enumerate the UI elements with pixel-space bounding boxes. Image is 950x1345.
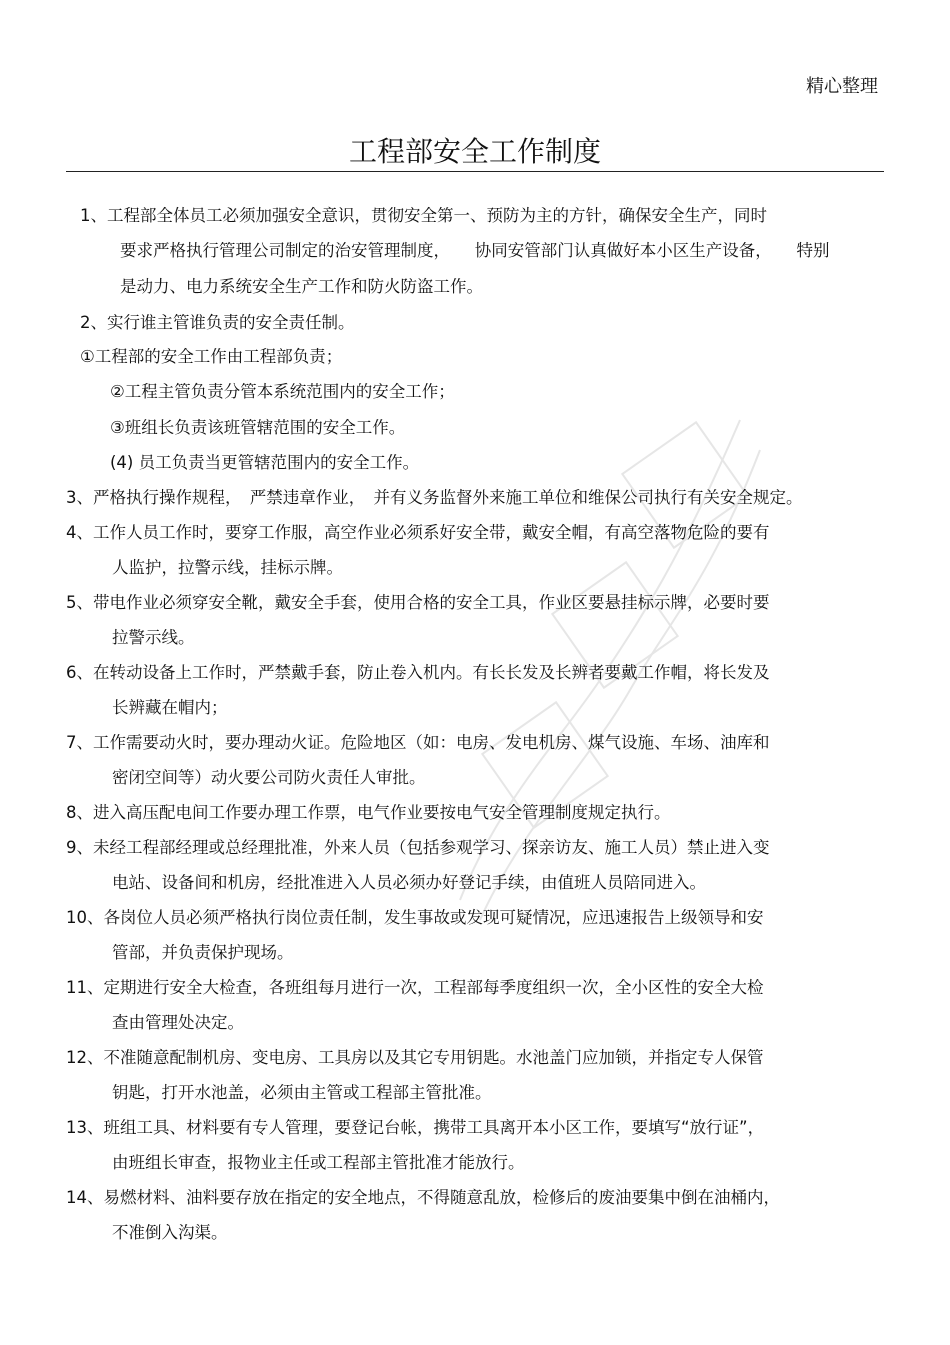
clause-9-line-1: 9、未经工程部经理或总经理批准，外来人员（包括参观学习、探亲访友、施工人员）禁止进入变 xyxy=(66,838,770,857)
clause-2-sub-1: ①工程部的安全工作由工程部负责； xyxy=(80,347,343,366)
clause-10-line-1: 10、各岗位人员必须严格执行岗位责任制，发生事故或发现可疑情况，应迅速报告上级领导和安 xyxy=(66,908,764,927)
clause-4-line-2: 人监护，拉警示线，挂标示牌。 xyxy=(112,558,343,577)
clause-7-line-2: 密闭空间等）动火要公司防火责任人审批。 xyxy=(112,768,426,787)
clause-6-line-1: 6、在转动设备上工作时，严禁戴手套，防止卷入机内。有长长发及长辨者要戴工作帽，将长发及 xyxy=(66,663,770,682)
clause-14-line-1: 14、易燃材料、油料要存放在指定的安全地点，不得随意乱放，检修后的废油要集中倒在油桶内， xyxy=(66,1188,780,1207)
page-title: 工程部安全工作制度 xyxy=(348,135,601,168)
clause-1-line-2: 要求严格执行管理公司制定的治安管理制度， 协同安管部门认真做好本小区生产设备， 特别 xyxy=(120,241,830,260)
clause-2-sub-3: ③班组长负责该班管辖范围的安全工作。 xyxy=(110,418,406,437)
clause-12-line-2: 钥匙，打开水池盖，必须由主管或工程部主管批准。 xyxy=(112,1083,492,1102)
clause-12-line-1: 12、不准随意配制机房、变电房、工具房以及其它专用钥匙。水池盖门应加锁，并指定专人保管 xyxy=(66,1048,764,1067)
clause-8: 8、进入高压配电间工作要办理工作票，电气作业要按电气安全管理制度规定执行。 xyxy=(66,803,671,822)
clause-13-line-1: 13、班组工具、材料要有专人管理，要登记台帐，携带工具离开本小区工作，要填写“放行证”， xyxy=(66,1118,765,1137)
clause-9-line-2: 电站、设备间和机房，经批准进入人员必须办好登记手续，由值班人员陪同进入。 xyxy=(112,873,706,892)
clause-11-line-2: 查由管理处决定。 xyxy=(112,1013,244,1032)
clause-1-line-1: 1、工程部全体员工必须加强安全意识，贯彻安全第一、预防为主的方针，确保安全生产，同时 xyxy=(80,206,767,225)
clause-2-sub-2: ②工程主管负责分管本系统范围内的安全工作； xyxy=(110,382,455,401)
clause-13-line-2: 由班组长审查，报物业主任或工程部主管批准才能放行。 xyxy=(112,1153,525,1172)
clause-5-line-2: 拉警示线。 xyxy=(112,628,195,647)
clause-11-line-1: 11、定期进行安全大检查，各班组每月进行一次，工程部每季度组织一次，全小区性的安全大检 xyxy=(66,978,764,997)
clause-5-line-1: 5、带电作业必须穿安全靴，戴安全手套，使用合格的安全工具，作业区要悬挂标示牌，必要时要 xyxy=(66,593,770,612)
clause-6-line-2: 长辨藏在帽内； xyxy=(112,698,228,717)
clause-3: 3、严格执行操作规程， 严禁违章作业， 并有义务监督外来施工单位和维保公司执行有关安全规定。 xyxy=(66,488,803,507)
clause-4-line-1: 4、工作人员工作时，要穿工作服，高空作业必须系好安全带，戴安全帽，有高空落物危险的要有 xyxy=(66,523,770,542)
header-note: 精心整理 xyxy=(806,76,878,97)
clause-7-line-1: 7、工作需要动火时，要办理动火证。危险地区（如：电房、发电机房、煤气设施、车场、油库和 xyxy=(66,733,770,752)
clause-14-line-2: 不准倒入沟渠。 xyxy=(112,1223,228,1242)
clause-10-line-2: 管部，并负责保护现场。 xyxy=(112,943,294,962)
clause-2: 2、实行谁主管谁负责的安全责任制。 xyxy=(80,313,355,332)
clause-1-line-3: 是动力、电力系统安全生产工作和防火防盗工作。 xyxy=(120,277,483,296)
clause-2-sub-4: (4) 员工负责当更管辖范围内的安全工作。 xyxy=(110,453,420,472)
title-divider xyxy=(66,171,884,172)
